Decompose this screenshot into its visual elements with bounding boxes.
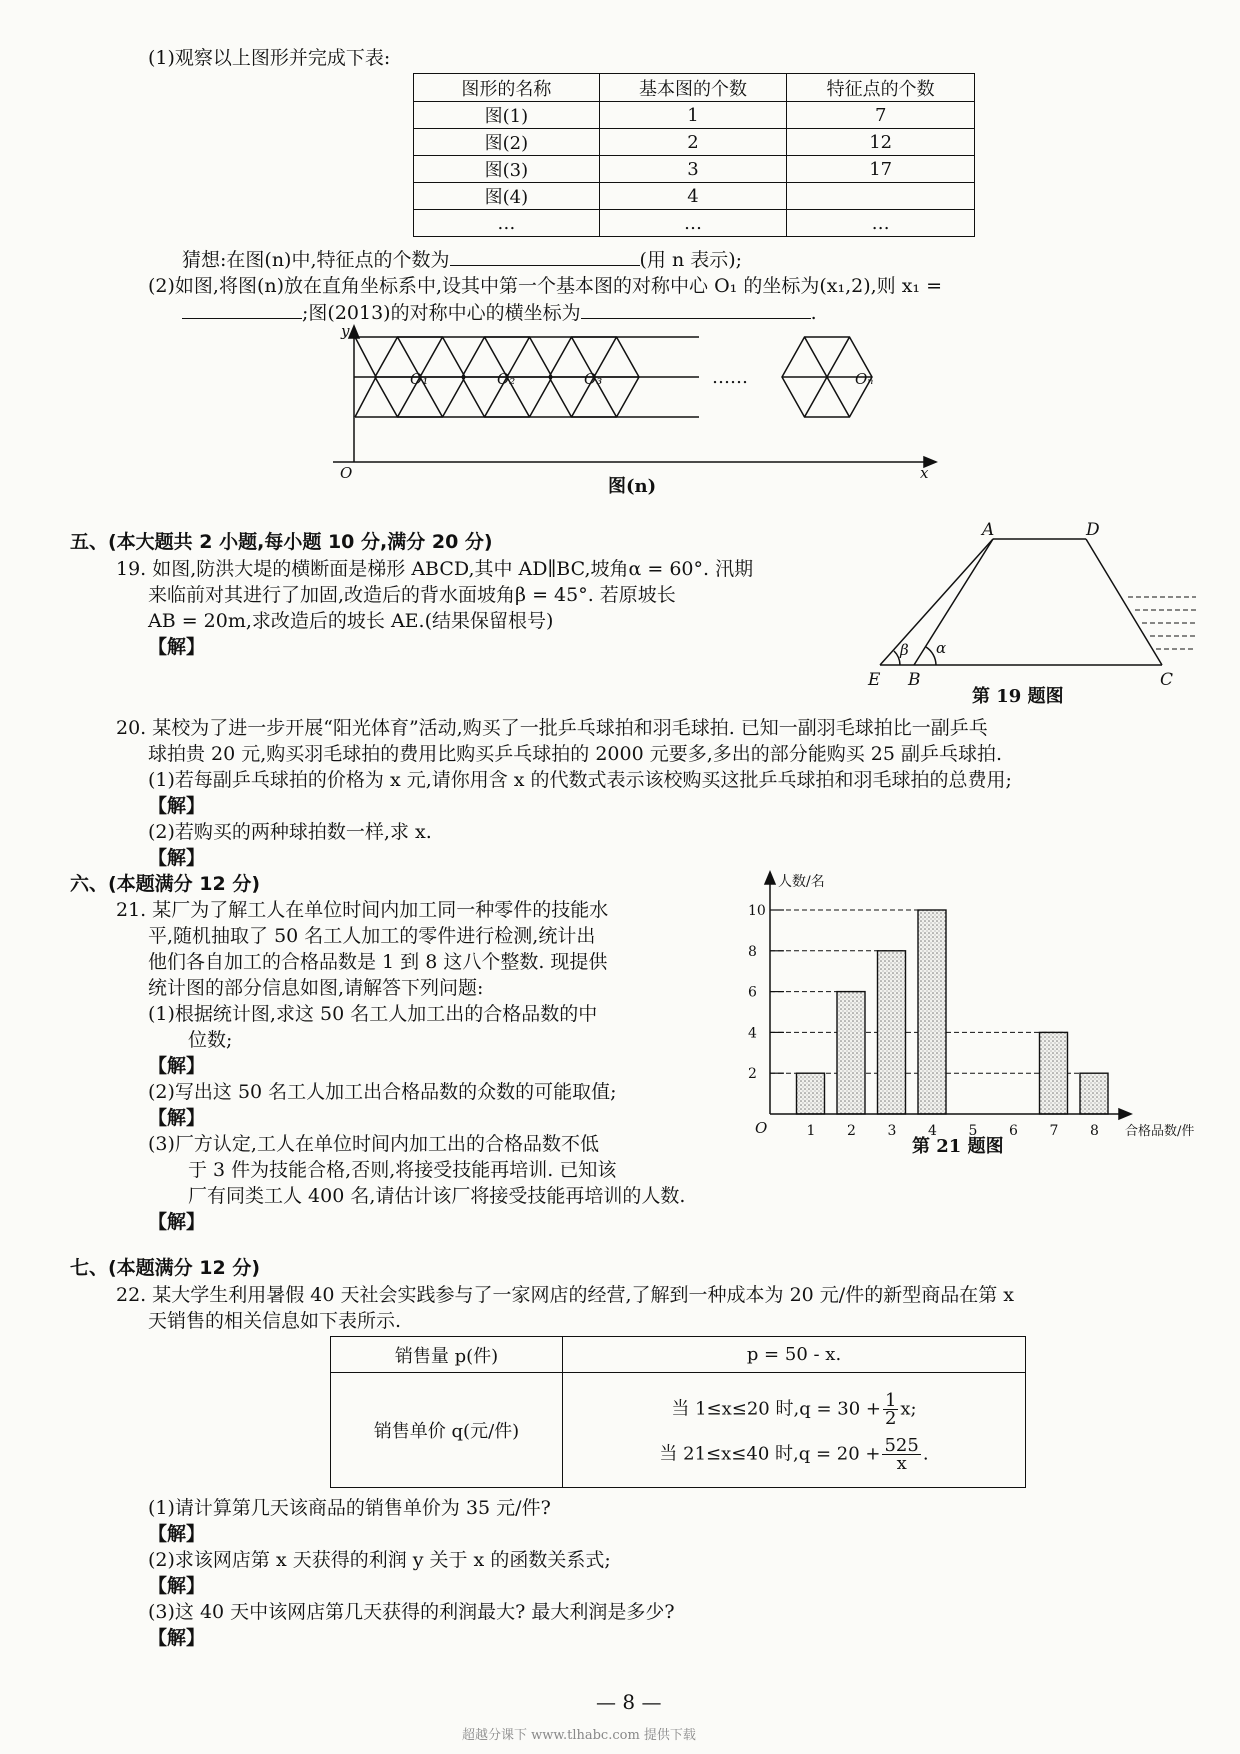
table-cell: … — [414, 210, 600, 237]
q20-line: 球拍贵 20 元,购买羽毛球拍的费用比购买乒乓球拍的 2000 元要多,多出的部分能购买 25 副乒乓球拍. — [148, 743, 1003, 765]
bar-1 — [797, 1073, 825, 1114]
figure-caption: 图(n) — [608, 476, 657, 497]
table-row — [414, 156, 975, 183]
table-cell: 图(3) — [414, 156, 600, 183]
table-cell: p = 50 - x. — [563, 1337, 1026, 1373]
q21-part2: (2)写出这 50 名工人加工出合格品数的众数的可能取值; — [148, 1081, 617, 1103]
q22-part1: (1)请计算第几天该商品的销售单价为 35 元/件? — [148, 1497, 551, 1519]
q21-line: 平,随机抽取了 50 名工人加工的零件进行检测,统计出 — [148, 925, 596, 947]
table-cell: 销售量 p(件) — [331, 1337, 563, 1373]
chart-ylabel: 人数/名 — [778, 874, 825, 890]
bar-2 — [837, 992, 865, 1114]
x-tick-label: 6 — [1009, 1123, 1018, 1139]
table-cell: 17 — [787, 156, 975, 183]
table-header: 图形的名称 — [414, 74, 600, 102]
table-cell: … — [599, 210, 787, 237]
q22-part2: (2)求该网店第 x 天获得的利润 y 关于 x 的函数关系式; — [148, 1549, 611, 1571]
x-tick-label: 8 — [1090, 1123, 1099, 1139]
point-label: A — [982, 520, 995, 540]
answer-label: 【解】 — [148, 1055, 206, 1077]
q21-line: 21. 某厂为了解工人在单位时间内加工同一种零件的技能水 — [116, 899, 609, 921]
x-tick-label: 3 — [887, 1123, 897, 1139]
table-row — [331, 1337, 1026, 1373]
y-tick-label: 10 — [748, 903, 766, 919]
case-text: . — [922, 1443, 929, 1465]
table-cell: 3 — [599, 156, 787, 183]
case-text: 当 1≤x≤20 时,q = 30 + — [671, 1398, 881, 1420]
q19-line: 来临前对其进行了加固,改造后的背水面坡角β = 45°. 若原坡长 — [148, 584, 676, 606]
x-tick-label: 7 — [1049, 1123, 1059, 1139]
part2-mid: ;图(2013)的对称中心的横坐标为 — [302, 302, 581, 324]
bar-chart — [740, 860, 1240, 1160]
y-tick-label: 4 — [748, 1025, 757, 1042]
table-cell: 7 — [787, 102, 975, 129]
x-tick-label: 1 — [806, 1123, 816, 1139]
center-label: O₁ — [410, 370, 429, 388]
point-label: C — [1160, 670, 1174, 690]
table-cell: 图(1) — [414, 102, 600, 129]
sales-table — [330, 1336, 1026, 1488]
table-row — [414, 129, 975, 156]
bar-8 — [1080, 1073, 1108, 1114]
q21-part3: (3)厂方认定,工人在单位时间内加工出的合格品数不低 — [148, 1133, 599, 1155]
denominator: x — [896, 1453, 907, 1474]
answer-label: 【解】 — [148, 1523, 206, 1545]
table-row — [414, 183, 975, 210]
figure-caption: 第 21 题图 — [912, 1136, 1004, 1157]
chart-xlabel: 合格品数/件 — [1125, 1124, 1195, 1139]
q19-line: AB = 20m,求改造后的坡长 AE.(结果保留根号) — [148, 610, 554, 632]
y-tick-label: 6 — [748, 984, 757, 1001]
q21-line: 他们各自加工的合格品数是 1 到 8 这八个整数. 现提供 — [148, 951, 608, 973]
x-axis-label: x — [920, 464, 929, 482]
numerator: 525 — [884, 1435, 919, 1456]
q21-part1: (1)根据统计图,求这 50 名工人加工出的合格品数的中 — [148, 1003, 598, 1025]
y-tick-label: 8 — [748, 943, 757, 960]
q20-part1: (1)若每副乒乓球拍的价格为 x 元,请你用含 x 的代数式表示该校购买这批乒乓球拍和羽毛球拍的总费用; — [148, 769, 1012, 791]
y-axis-label: y — [341, 322, 350, 340]
answer-blank — [182, 300, 302, 319]
table-row — [331, 1373, 1026, 1488]
table-cell: 4 — [599, 183, 787, 210]
numerator: 1 — [884, 1390, 897, 1411]
trapezoid-figure — [860, 520, 1220, 725]
q19-line: 19. 如图,防洪大堤的横断面是梯形 ABCD,其中 AD∥BC,坡角α = 60°. 汛期 — [116, 558, 754, 580]
angle-label: β — [900, 641, 909, 659]
answer-label: 【解】 — [148, 795, 206, 817]
answer-label: 【解】 — [148, 1575, 206, 1597]
feature-points-table — [413, 73, 975, 237]
price-case-1 — [563, 1392, 1025, 1427]
table-cell: 1 — [599, 102, 787, 129]
q22-part3: (3)这 40 天中该网店第几天获得的利润最大? 最大利润是多少? — [148, 1601, 675, 1623]
origin-label: O — [340, 464, 353, 482]
guess-suffix: (用 n 表示); — [639, 249, 743, 271]
table-row — [414, 102, 975, 129]
chart-origin: O — [755, 1119, 768, 1137]
section-heading: 六、(本题满分 12 分) — [70, 873, 261, 895]
table-cell — [787, 183, 975, 210]
q20-part2: (2)若购买的两种球拍数一样,求 x. — [148, 821, 432, 843]
price-case-2 — [563, 1437, 1025, 1472]
angle-label: α — [936, 639, 947, 657]
table-cell: 销售单价 q(元/件) — [331, 1373, 563, 1488]
y-axis-arrow — [349, 326, 359, 338]
table-cell: 图(4) — [414, 183, 600, 210]
fraction — [883, 1392, 898, 1427]
denominator: 2 — [884, 1408, 897, 1429]
q18-part2-line1: (2)如图,将图(n)放在直角坐标系中,设其中第一个基本图的对称中心 O₁ 的坐标为(x₁,2),则 x₁ = — [148, 275, 942, 297]
table-cell: 12 — [787, 129, 975, 156]
period: . — [810, 302, 817, 324]
table-cell: 图(2) — [414, 129, 600, 156]
table-cell — [563, 1373, 1026, 1488]
point-label: D — [1086, 520, 1100, 540]
q18-guess-line — [182, 247, 742, 272]
ellipsis: …… — [712, 367, 748, 388]
table-cell: … — [787, 210, 975, 237]
x-tick-label: 2 — [847, 1123, 856, 1139]
answer-label: 【解】 — [148, 1107, 206, 1129]
footer-note: 超越分课下 www.tlhabc.com 提供下载 — [462, 1728, 696, 1743]
center-label: O₂ — [497, 370, 516, 388]
q22-line: 天销售的相关信息如下表所示. — [148, 1310, 402, 1332]
x-tick-label: 4 — [928, 1123, 937, 1139]
q21-line: 统计图的部分信息如图,请解答下列问题: — [148, 977, 484, 999]
table-row — [414, 210, 975, 237]
page-number: — 8 — — [596, 1690, 662, 1714]
fraction — [882, 1437, 920, 1472]
case-text: 当 21≤x≤40 时,q = 20 + — [659, 1443, 881, 1465]
figure-caption: 第 19 题图 — [972, 686, 1064, 707]
table-cell: 2 — [599, 129, 787, 156]
q22-line: 22. 某大学生利用暑假 40 天社会实践参与了一家网店的经营,了解到一种成本为 20 元/件的新型商品在第 x — [116, 1284, 1014, 1306]
case-text: x; — [900, 1398, 917, 1420]
answer-label: 【解】 — [148, 847, 206, 869]
point-label: E — [868, 670, 881, 690]
table-header: 特征点的个数 — [787, 74, 975, 102]
section-heading: 五、(本大题共 2 小题,每小题 10 分,满分 20 分) — [70, 531, 493, 553]
guess-prefix: 猜想:在图(n)中,特征点的个数为 — [182, 249, 450, 271]
section-heading: 七、(本题满分 12 分) — [70, 1257, 261, 1279]
q20-line: 20. 某校为了进一步开展“阳光体育”活动,购买了一批乒乓球拍和羽毛球拍. 已知一副羽毛球拍比一副乒乓 — [116, 717, 988, 739]
center-label: Oₙ — [855, 370, 874, 388]
bar-4 — [918, 910, 946, 1114]
answer-blank — [581, 300, 811, 319]
answer-label: 【解】 — [148, 1211, 206, 1233]
bar-3 — [878, 951, 906, 1114]
y-tick-label: 2 — [748, 1066, 757, 1083]
x-tick-label: 5 — [968, 1123, 978, 1139]
answer-label: 【解】 — [148, 636, 206, 658]
q21-part3: 厂有同类工人 400 名,请估计该厂将接受技能再培训的人数. — [188, 1185, 686, 1207]
point-label: B — [908, 670, 921, 690]
table-header: 基本图的个数 — [599, 74, 787, 102]
q18-part1-intro: (1)观察以上图形并完成下表: — [148, 47, 391, 69]
bar-7 — [1040, 1032, 1068, 1114]
center-label: O₃ — [584, 370, 603, 388]
answer-blank — [450, 247, 640, 266]
q21-part3: 于 3 件为技能合格,否则,将接受技能再培训. 已知该 — [188, 1159, 617, 1181]
answer-label: 【解】 — [148, 1627, 206, 1649]
q21-part1: 位数; — [188, 1029, 233, 1051]
